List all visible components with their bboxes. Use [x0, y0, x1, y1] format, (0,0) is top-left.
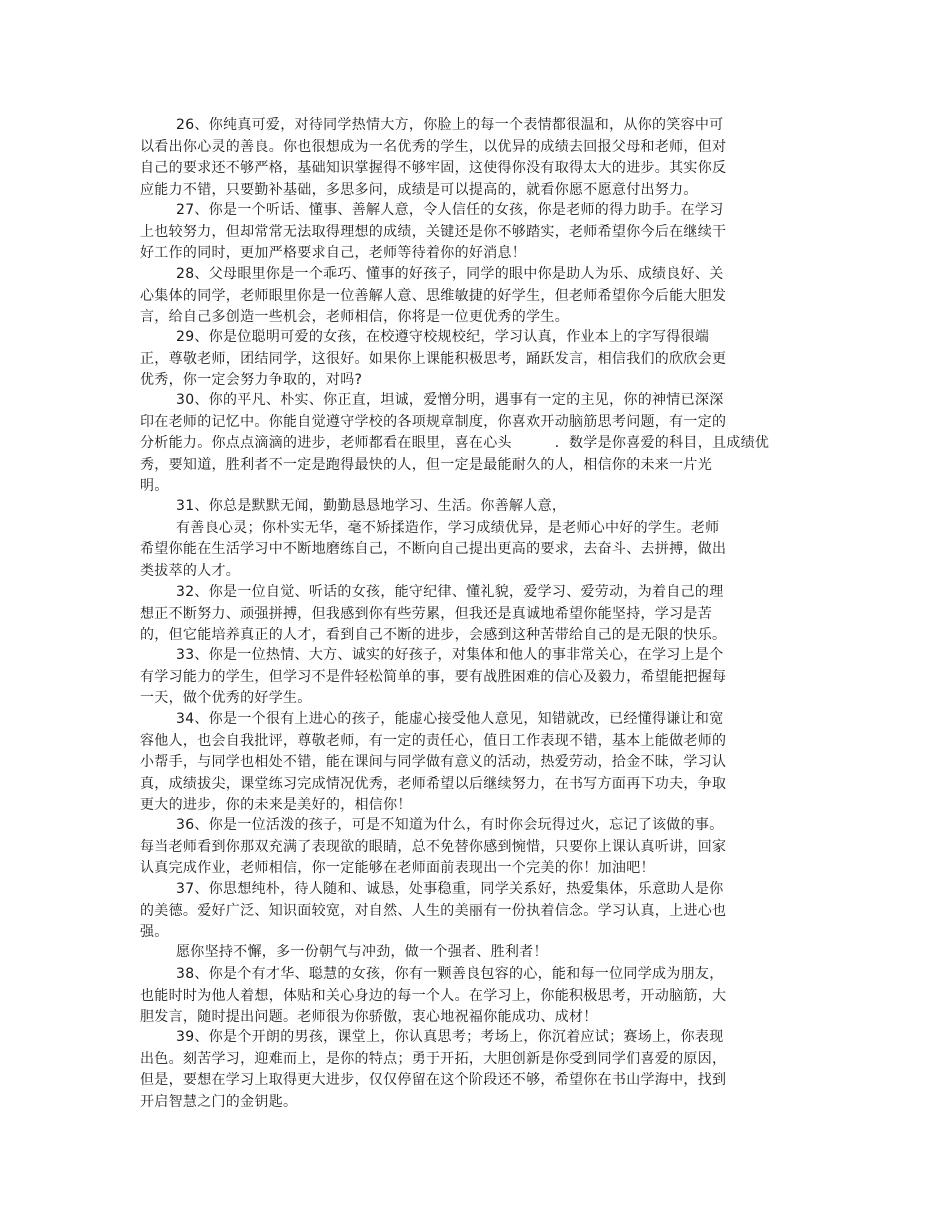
paragraph-37-wish — [140, 942, 740, 964]
text-line: 真，成绩拔尖，课堂练习完成情况优秀，老师希望以后继续努力，在书写方面再下功夫，争取 — [140, 775, 727, 792]
paragraph-30 — [140, 390, 770, 498]
text-line: 应能力不错，只要勤补基础，多思多问，成绩是可以提高的，就看你愿不愿意付出努力。 — [140, 181, 698, 198]
paragraph-29 — [140, 327, 740, 392]
paragraph-34 — [140, 709, 740, 817]
text-line: 秀，要知道，胜利者不一定是跑得最快的人，但一定是最能耐久的人，相信你的未来一片光 — [140, 456, 712, 473]
text-line: 33、你是一位热情、大方、诚实的好孩子，对集体和他人的事非常关心，在学习上是个 — [176, 647, 724, 663]
text-line: 一天，做个优秀的好学生。 — [140, 690, 312, 706]
text-line: 31、你总是默默无闻，勤勤恳恳地学习、生活。你善解人意， — [176, 498, 567, 514]
text-line: 36、你是一位活泼的孩子，可是不知道为什么，有时你会玩得过火，忘记了该做的事。 — [176, 817, 724, 833]
text-line: 26、你纯真可爱，对待同学热情大方，你脸上的每一个表情都很温和，从你的笑容中可 — [176, 117, 724, 133]
text-line: 32、你是一位自觉、听话的女孩，能守纪律、懂礼貌，爱学习、爱劳动，为着自己的理 — [176, 584, 724, 600]
text-line: 好工作的同时，更加严格要求自己，老师等待着你的好消息！ — [140, 245, 527, 261]
text-line: 29、你是位聪明可爱的女孩，在校遵守校规校纪，学习认真，作业本上的字写得很端 — [176, 329, 710, 345]
text-line: 34、你是一个很有上进心的孩子，能虚心接受他人意见，知错就改，已经懂得谦让和宽 — [176, 711, 724, 727]
text-line: 正，尊敬老师，团结同学，这很好。如果你上课能积极思考，踊跃发言，相信我们的欣欣会更 — [140, 350, 727, 367]
text-line: 强。 — [140, 924, 169, 940]
text-line: 每当老师看到你那双充满了表现欲的眼睛，总不免替你感到惋惜，只要你上课认真听讲，回家 — [140, 838, 727, 855]
text-line: 27、你是一个听话、懂事、善解人意，令人信任的女孩，你是老师的得力助手。在学习 — [176, 202, 724, 218]
text-line: 的，但它能培养真正的人才，看到自己不断的进步，会感到这种苦带给自己的是无限的快乐。 — [140, 627, 727, 643]
text-line: 30、你的平凡、朴实、你正直，坦诚，爱憎分明，遇事有一定的主见，你的神情已深深 — [176, 392, 724, 408]
paragraph-33 — [140, 645, 740, 710]
text-line: 希望你能在生活学习中不断地磨练自己，不断向自己提出更高的要求，去奋斗、去拼搏，做出 — [140, 541, 727, 557]
text-line: 以看出你心灵的善良。你也很想成为一名优秀的学生，以优异的成绩去回报父母和老师，但对 — [140, 138, 727, 155]
text-line: 容他人，也会自我批评，尊敬老师，有一定的责任心，值日工作表现不错，基本上能做老师的 — [140, 732, 727, 749]
paragraph-26 — [140, 115, 740, 201]
text-line: 有学习能力的学生，但学习不是件轻松简单的事，要有战胜困难的信心及毅力，希望能把握每 — [140, 668, 727, 685]
text-line: 言，给自己多创造一些机会，老师相信，你将是一位更优秀的学生。 — [140, 309, 569, 325]
text-line: 明。 — [140, 478, 169, 494]
text-line: 有善良心灵；你朴实无华，毫不矫揉造作，学习成绩优异，是老师心中好的学生。老师 — [176, 519, 720, 536]
paragraph-39 — [140, 1027, 740, 1113]
text-line: 37、你思想纯朴，待人随和、诚恳，处事稳重，同学关系好，热爱集体，乐意助人是你 — [176, 881, 724, 897]
text-line: 分析能力。你点点滴滴的进步，老师都看在眼里，喜在心头 ．数学是你喜爱的科目，且成绩优 — [140, 435, 770, 451]
text-line: 心集体的同学，老师眼里你是一位善解人意、思维敏捷的好学生，但老师希望你今后能大胆发 — [140, 287, 727, 304]
text-line: 更大的进步，你的未来是美好的，相信你！ — [140, 797, 412, 813]
text-line: 的美德。爱好广泛、知识面较宽，对自然、人生的美丽有一份执着信念。学习认真，上进心也 — [140, 902, 727, 919]
text-line: 上也较努力，但却常常无法取得理想的成绩，关键还是你不够踏实，老师希望你今后在继续干 — [140, 223, 727, 240]
text-line: 印在老师的记忆中。你能自觉遵守学校的各项规章制度，你喜欢开动脑筋思考问题，有一定的 — [140, 413, 727, 430]
text-line: 38、你是个有才华、聪慧的女孩，你有一颗善良包容的心，能和每一位同学成为朋友， — [176, 966, 724, 982]
text-line: 出色。刻苦学习，迎难而上，是你的特点；勇于开拓，大胆创新是你受到同学们喜爱的原因， — [140, 1050, 727, 1067]
paragraph-38 — [140, 964, 740, 1029]
paragraph-36 — [140, 815, 740, 880]
text-line: 小帮手，与同学也相处不错，能在课间与同学做有意义的活动，热爱劳动，拾金不昧，学习认 — [140, 754, 727, 770]
paragraph-31 — [140, 496, 740, 582]
paragraph-37 — [140, 879, 740, 944]
text-line: 愿你坚持不懈，多一份朝气与冲劲，做一个强者、胜利者！ — [176, 944, 548, 960]
text-line: 但是，要想在学习上取得更大进步，仅仅停留在这个阶段还不够，希望你在书山学海中，找到 — [140, 1072, 727, 1088]
text-line: 28、父母眼里你是一个乖巧、懂事的好孩子，同学的眼中你是助人为乐、成绩良好、关 — [176, 266, 724, 282]
text-line: 开启智慧之门的金钥匙。 — [140, 1093, 298, 1110]
paragraph-27 — [140, 200, 740, 265]
text-line: 也能时时为他人着想，体贴和关心身边的每一个人。在学习上，你能积极思考，开动脑筋，大 — [140, 987, 727, 1004]
text-line: 自己的要求还不够严格，基础知识掌握得不够牢固，这使得你没有取得太大的进步。其实你反 — [140, 160, 727, 176]
paragraph-28 — [140, 264, 740, 329]
text-line: 胆发言，随时提出问题。老师很为你骄傲，衷心地祝福你能成功、成材！ — [140, 1009, 598, 1025]
text-line: 39、你是个开朗的男孩，课堂上，你认真思考；考场上，你沉着应试；赛场上，你表现 — [176, 1029, 724, 1045]
paragraph-32 — [140, 582, 740, 647]
text-line: 优秀，你一定会努力争取的，对吗? — [140, 372, 363, 388]
text-line: 认真完成作业，老师相信，你一定能够在老师面前表现出一个完美的你！加油吧！ — [140, 860, 655, 876]
text-line: 想正不断努力、顽强拼搏，但我感到你有些劳累，但我还是真诚地希望你能坚持，学习是苦 — [140, 605, 712, 622]
text-line: 类拔萃的人才。 — [140, 562, 241, 579]
